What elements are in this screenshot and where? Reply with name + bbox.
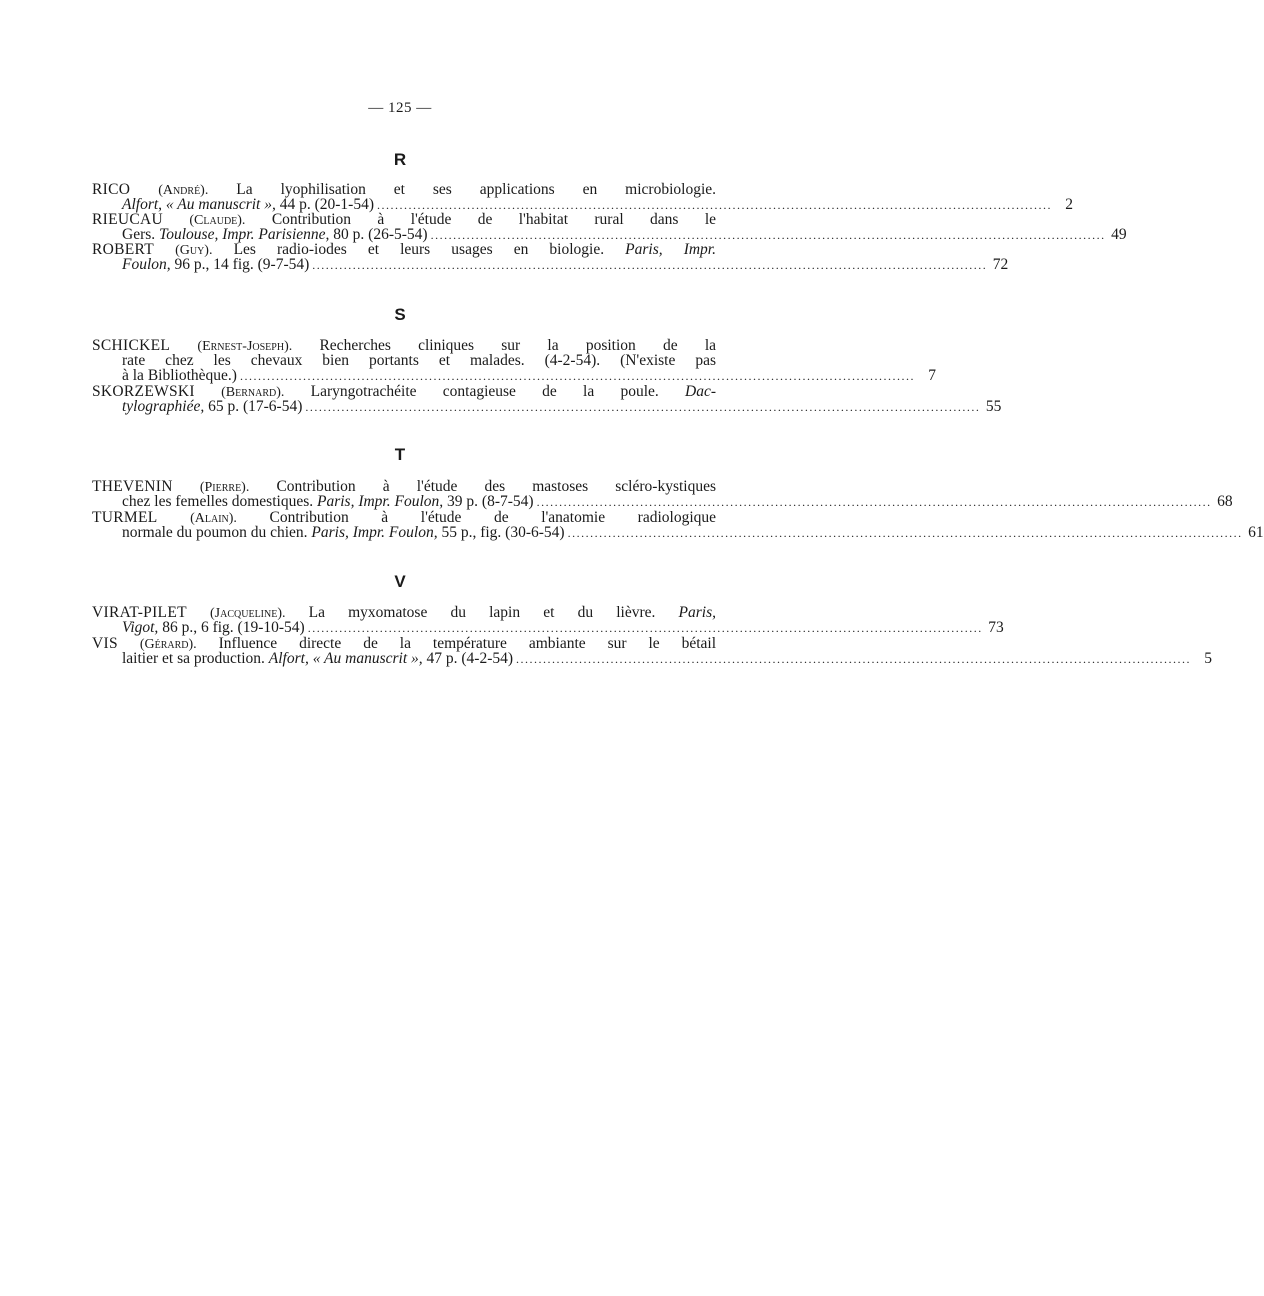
dot-leader: ...................................................................................................................................................... (430, 228, 1106, 242)
entry-first-name: (Bernard). (221, 385, 285, 400)
entry-turmel (92, 509, 1264, 541)
entry-title-cont: normale du poumon du chien. (122, 524, 308, 541)
entry-details: 65 p. (17-6-54) (208, 398, 303, 415)
entry-details: 44 p. (20-1-54) (279, 196, 375, 213)
entry-details: 55 p., fig. (30-6-54) (441, 524, 565, 541)
entry-surname: RICO (92, 181, 131, 198)
dot-leader: ...................................................................................................................................................... (307, 621, 983, 635)
page-number: — 125 — (368, 100, 432, 116)
entry-page: 5 (1204, 650, 1213, 667)
entry-page: 55 (985, 398, 1002, 415)
entry-vis (92, 635, 1213, 667)
entry-publisher: Paris, Impr. (625, 241, 716, 258)
entry-first-name: (Guy). (175, 243, 213, 258)
entry-surname: RIEUCAU (92, 211, 163, 228)
entry-details: 39 p. (8-7-54) (447, 493, 534, 510)
entry-page: 68 (1217, 493, 1233, 510)
entry-details: 47 p. (4-2-54) (426, 650, 514, 667)
entry-title: Les radio-iodes et leurs usages en biologie. (233, 241, 605, 258)
entry-publisher: Alfort, « Au manuscrit », (122, 196, 276, 213)
entry-title: Contribution à l'étude de l'habitat rural dans le (271, 211, 717, 228)
entry-virat-pilet (92, 604, 1004, 636)
entry-surname: VIRAT-PILET (92, 604, 187, 621)
entry-first-name: (Ernest-Joseph). (197, 339, 293, 354)
entry-schickel (92, 337, 936, 384)
entry-surname: ROBERT (92, 241, 155, 258)
entry-robert (92, 241, 1009, 273)
entry-title: Contribution à l'étude des mastoses scléro-kystiques (276, 478, 716, 495)
dot-leader: ...................................................................................................................................................... (312, 258, 988, 272)
entry-details: 86 p., 6 fig. (19-10-54) (162, 619, 305, 636)
entry-details: 96 p., 14 fig. (9-7-54) (174, 256, 310, 273)
dot-leader: ...................................................................................................................................................... (536, 495, 1212, 509)
entry-details: à la Bibliothèque.) (122, 367, 237, 384)
entry-publisher: Toulouse, Impr. Parisienne, (159, 226, 330, 243)
entry-title-cont: laitier et sa production. (122, 650, 265, 667)
entry-surname: SKORZEWSKI (92, 383, 195, 400)
entry-surname: TURMEL (92, 509, 158, 526)
entry-title: Laryngotrachéite contagieuse de la poule. (310, 383, 659, 400)
entry-publisher: Paris, Impr. Foulon, (316, 493, 444, 510)
entry-first-name: (Gérard). (139, 637, 197, 652)
entry-publisher: Paris, Impr. Foulon, (311, 524, 438, 541)
dot-leader: ...................................................................................................................................................... (377, 198, 1053, 212)
entry-publisher-cont: tylographiée, (122, 398, 205, 415)
entry-first-name: (Alain). (190, 511, 237, 526)
entry-first-name: (André). (158, 183, 209, 198)
entry-publisher: Dac- (685, 383, 717, 400)
entry-page: 61 (1248, 524, 1264, 541)
entry-rico (92, 181, 1074, 213)
entry-title: Influence directe de la température ambiante sur le bétail (218, 635, 717, 652)
entry-first-name: (Jacqueline). (210, 606, 286, 621)
entry-publisher: Paris, (678, 604, 716, 621)
entry-page: 73 (988, 619, 1004, 636)
dot-leader: ...................................................................................................................................................... (305, 400, 981, 414)
section-letter-t: T (394, 445, 406, 464)
entry-publisher-cont: Foulon, (122, 256, 171, 273)
entry-rieucau (92, 211, 1127, 243)
entry-page: 7 (928, 367, 936, 384)
entry-publisher: Alfort, « Au manuscrit », (268, 650, 423, 667)
entry-surname: VIS (92, 635, 118, 652)
entry-first-name: (Claude). (189, 213, 246, 228)
entry-surname: SCHICKEL (92, 337, 171, 354)
entry-title: Contribution à l'étude de l'anatomie radiologique (269, 509, 717, 526)
dot-leader: ...................................................................................................................................................... (239, 369, 915, 383)
entry-title-cont: chez les femelles domestiques. (122, 493, 314, 510)
section-letter-v: V (394, 572, 406, 591)
entry-page: 2 (1065, 196, 1074, 213)
entry-title-cont: Gers. (122, 226, 156, 243)
entry-publisher-cont: Vigot, (122, 619, 159, 636)
dot-leader: ...................................................................................................................................................... (567, 526, 1243, 540)
dot-leader: ...................................................................................................................................................... (516, 652, 1192, 666)
entry-page: 72 (992, 256, 1009, 273)
entry-title: La myxomatose du lapin et du lièvre. (308, 604, 656, 621)
section-letter-s: S (394, 305, 406, 324)
entry-surname: THEVENIN (92, 478, 173, 495)
entry-thevenin (92, 478, 1233, 510)
entry-first-name: (Pierre). (199, 480, 250, 495)
entry-title: Recherches cliniques sur la position de la (319, 337, 717, 354)
entry-page: 49 (1111, 226, 1127, 243)
entry-details: 80 p. (26-5-54) (333, 226, 428, 243)
entry-title-cont: rate chez les chevaux bien portants et malades. (4-2-54). (N'existe pas (122, 352, 716, 369)
entry-title: La lyophilisation et ses applications en microbiologie. (236, 181, 717, 198)
section-letter-r: R (393, 150, 407, 169)
entry-skorzewski (92, 383, 1002, 415)
